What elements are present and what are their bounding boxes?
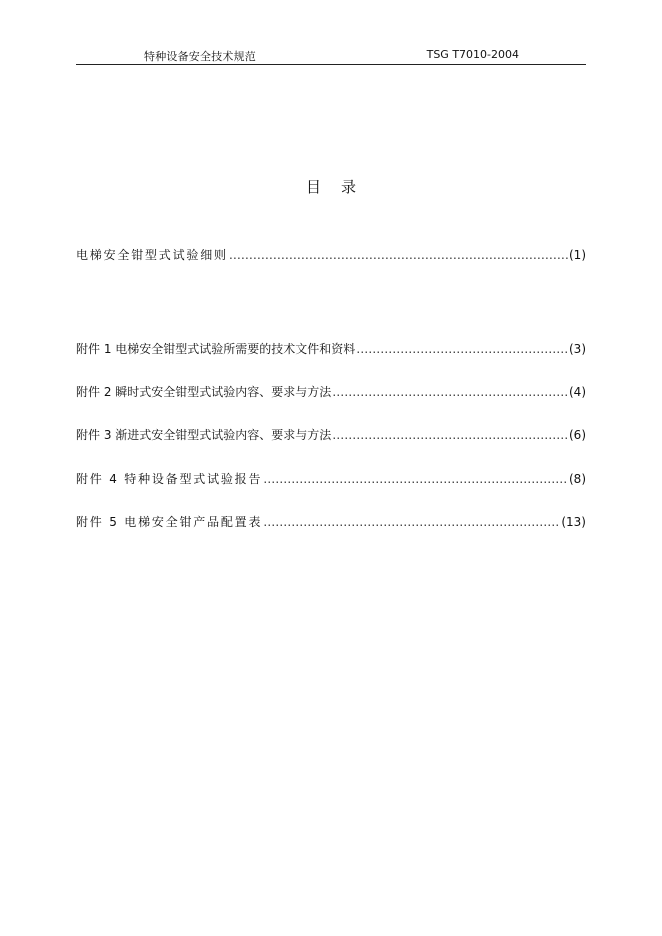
toc-page-number: (3) [569, 342, 586, 356]
toc-dot-leader [229, 248, 568, 262]
toc-entry-annex-5[interactable] [76, 513, 586, 531]
toc-entry-label: 附件 2 瞬时式安全钳型式试验内容、要求与方法 [76, 385, 332, 399]
toc-dot-leader [356, 342, 568, 356]
toc-entry-annex-1[interactable] [76, 340, 586, 358]
toc-entry-annex-4[interactable] [76, 470, 586, 488]
toc-entry-label: 附件 3 渐进式安全钳型式试验内容、要求与方法 [76, 428, 332, 442]
toc-page-number: (6) [569, 428, 586, 442]
header-document-category: 特种设备安全技术规范 [144, 50, 256, 63]
page-header [76, 46, 586, 65]
toc-dot-leader [263, 515, 560, 529]
toc-entry-annex-3[interactable] [76, 426, 586, 444]
header-document-code: TSG T7010-2004 [426, 48, 519, 61]
toc-page-number: (1) [569, 248, 586, 262]
toc-entry-label: 电梯安全钳型式试验细则 [76, 248, 228, 262]
toc-entry-label: 附件 4 特种设备型式试验报告 [76, 472, 263, 486]
toc-dot-leader [332, 385, 568, 399]
toc-page-number: (13) [561, 515, 586, 529]
toc-dot-leader [263, 472, 568, 486]
toc-title: 目录 [305, 178, 376, 196]
toc-entry-label: 附件 1 电梯安全钳型式试验所需要的技术文件和资料 [76, 342, 356, 356]
toc-entry-main-rules[interactable] [76, 246, 586, 264]
toc-page-number: (4) [569, 385, 586, 399]
toc-page-number: (8) [569, 472, 586, 486]
toc-entry-label: 附件 5 电梯安全钳产品配置表 [76, 515, 263, 529]
toc-entry-annex-2[interactable] [76, 383, 586, 401]
toc-dot-leader [332, 428, 568, 442]
